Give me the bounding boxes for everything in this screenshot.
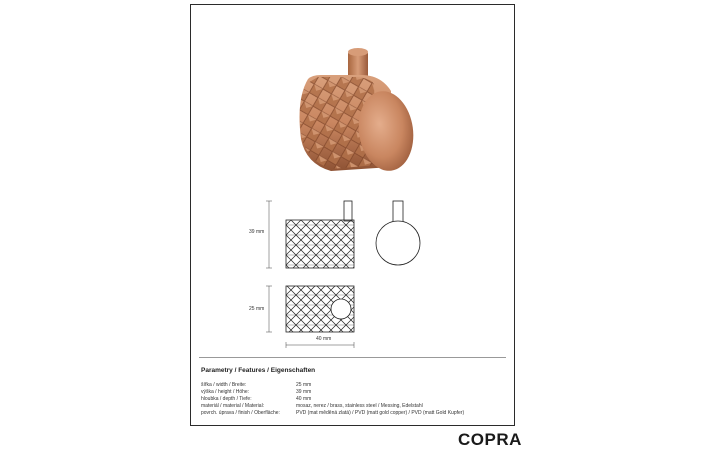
section-divider: [199, 357, 506, 358]
param-label: šířka / width / Breite:: [201, 382, 247, 388]
param-row-height: [201, 389, 311, 395]
height-dimension-label: 39 mm: [249, 229, 265, 235]
param-value: 25 mm: [296, 382, 312, 388]
brand-name: COPRA: [458, 430, 522, 449]
param-row-width: [201, 382, 311, 388]
width-dimension-label: 25 mm: [249, 306, 265, 312]
param-label: výška / height / Höhe:: [201, 389, 250, 395]
param-value: mosaz, nerez / brass, stainless steel / Messing, Edelstahl: [296, 403, 423, 409]
param-label: povrch. úprava / finish / Oberfläche:: [201, 410, 280, 416]
technical-drawing: [241, 190, 441, 355]
param-row-material: [201, 403, 423, 409]
param-label: materiál / material / Material:: [201, 403, 265, 409]
product-sheet: [190, 4, 515, 426]
param-label: hloubka / depth / Tiefe:: [201, 396, 252, 402]
param-value: 39 mm: [296, 389, 312, 395]
param-value: 40 mm: [296, 396, 312, 402]
params-title: Parametry / Features / Eigenschaften: [201, 367, 316, 374]
param-value: PVD (mat měděná zlatá) / PVD (matt gold copper) / PVD (matt Gold Kupfer): [296, 410, 465, 416]
param-row-finish: [201, 410, 464, 416]
param-row-depth: [201, 396, 311, 402]
depth-dimension-label: 40 mm: [316, 336, 332, 342]
product-photo: [266, 39, 431, 184]
